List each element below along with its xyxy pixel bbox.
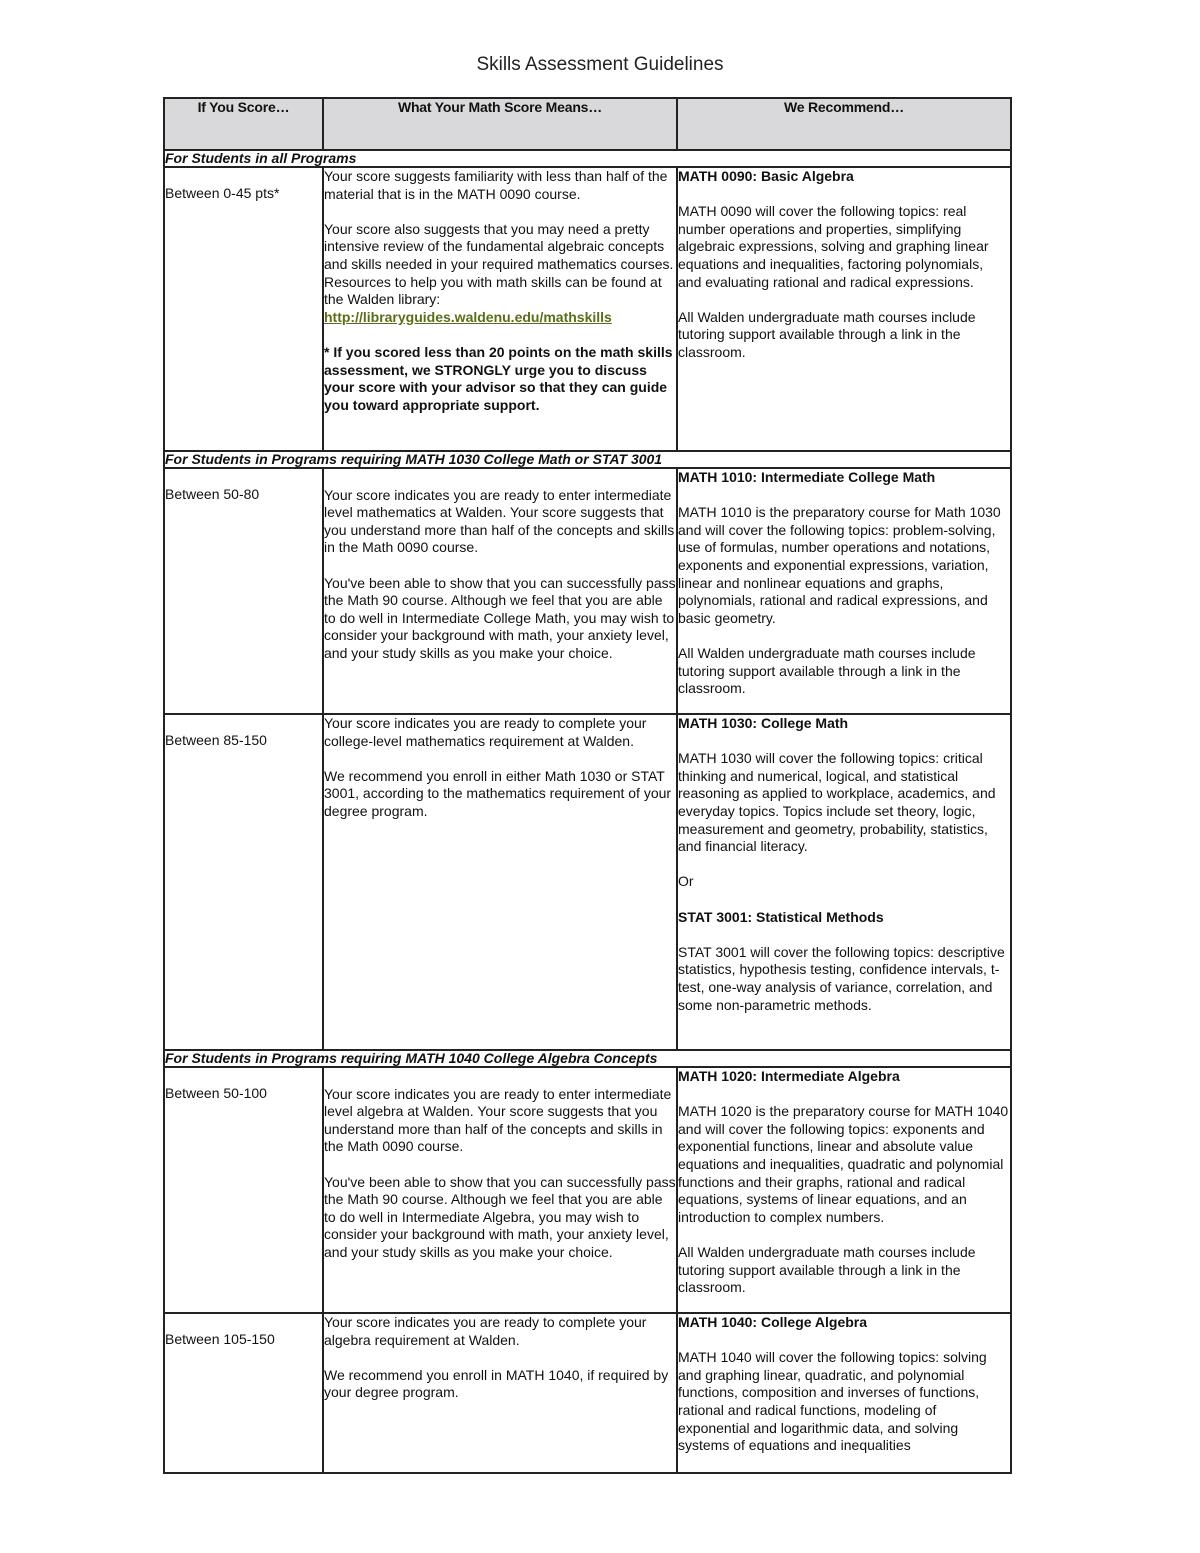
score-meaning (323, 167, 677, 451)
meaning-paragraph: We recommend you enroll in MATH 1040, if required by your degree program. (324, 1366, 669, 1401)
meaning-paragraph: Your score indicates you are ready to complete your college-level mathematics requirement at Walden. (324, 715, 647, 749)
meaning-paragraph: Your score indicates you are ready to complete your algebra requirement at Walden. (324, 1314, 647, 1348)
recommendation (677, 167, 1011, 451)
recommend-paragraph: MATH 1010 is the preparatory course for Math 1030 and will cover the following topics: problem-solving, use of formulas, number operations and notations, exponents and exponential expressions, variation, linear and nonlinear equations and graphs, polynomials, rational and radical expressions, and basic geometry. (678, 504, 1001, 626)
section-row (164, 150, 1011, 167)
course-title: MATH 1040: College Algebra (678, 1314, 868, 1330)
recommend-paragraph: MATH 1020 is the preparatory course for MATH 1040 and will cover the following topics: exponents and exponential functions, linear and absolute value equations and inequalities, quadratic and polynomial functions and their graphs, rational and radical equations, systems of linear equations, and an introduction to complex numbers. (678, 1103, 1009, 1225)
or-label: Or (678, 873, 694, 890)
warning-note: * If you scored less than 20 points on the math skills assessment, we STRONGLY urge you to discuss your score with your advisor so that they can guide you toward appropriate support. (324, 343, 673, 413)
table-header-row (164, 98, 1011, 150)
meaning-paragraph: Your score indicates you are ready to enter intermediate level algebra at Walden. Your score suggests that you understand more than half of the concepts and skills in the Math 0090 course. (324, 1085, 672, 1155)
section-label: For Students in Programs requiring MATH 1030 College Math or STAT 3001 (164, 451, 1011, 468)
course-title: MATH 1020: Intermediate Algebra (678, 1068, 900, 1084)
meaning-paragraph: You've been able to show that you can successfully pass the Math 90 course. Although we feel that you are able to do well in Intermediate College Math, you may wish to consider your background with math, your anxiety level, and your study skills as you make your choice. (324, 574, 676, 661)
score-range: Between 0-45 pts* (165, 185, 280, 201)
header-meaning: What Your Math Score Means… (323, 98, 677, 150)
course-title: MATH 1030: College Math (678, 715, 849, 731)
guidelines-table (163, 97, 1012, 1474)
meaning-paragraph: Your score suggests familiarity with less than half of the material that is in the MATH 0090 course. (324, 168, 668, 202)
score-range: Between 105-150 (165, 1331, 275, 1347)
table-row (164, 714, 1011, 1050)
score-meaning (323, 1313, 677, 1473)
recommendation (677, 714, 1011, 1050)
recommend-paragraph: MATH 1040 will cover the following topics: solving and graphing linear, quadratic, and polynomial functions, composition and inverses of functions, rational and radical functions, modeling of exponential and logarithmic data, and solving systems of equations and inequalities (678, 1349, 987, 1454)
recommend-paragraph: All Walden undergraduate math courses include tutoring support available through a link in the classroom. (678, 644, 976, 697)
mathskills-link[interactable]: http://libraryguides.waldenu.edu/mathskills (324, 308, 612, 325)
header-score: If You Score… (164, 98, 323, 150)
score-meaning (323, 468, 677, 714)
score-meaning (323, 1067, 677, 1313)
recommendation (677, 468, 1011, 714)
recommendation (677, 1067, 1011, 1313)
header-recommend: We Recommend… (677, 98, 1011, 150)
score-meaning (323, 714, 677, 1050)
recommend-paragraph: All Walden undergraduate math courses include tutoring support available through a link in the classroom. (678, 308, 976, 360)
score-range: Between 85-150 (165, 732, 267, 748)
table-row (164, 167, 1011, 451)
meaning-paragraph: We recommend you enroll in either Math 1030 or STAT 3001, according to the mathematics requirement of your degree program. (324, 767, 672, 819)
recommendation (677, 1313, 1011, 1473)
recommend-paragraph: All Walden undergraduate math courses include tutoring support available through a link in the classroom. (678, 1243, 976, 1296)
table-row (164, 1313, 1011, 1473)
section-row (164, 451, 1011, 468)
page-title: Skills Assessment Guidelines (476, 54, 724, 75)
recommend-paragraph: STAT 3001 will cover the following topics: descriptive statistics, hypothesis testing, confidence intervals, t-test, one-way analysis of variance, correlation, and some non-parametric methods. (678, 943, 1005, 1013)
recommend-paragraph: MATH 1030 will cover the following topics: critical thinking and numerical, logical, and statistical reasoning as applied to workplace, academics, and everyday topics. Topics include set theory, logic, measurement and geometry, probability, statistics, and financial literacy. (678, 750, 996, 855)
section-label: For Students in Programs requiring MATH 1040 College Algebra Concepts (164, 1050, 1011, 1067)
course-title: MATH 1010: Intermediate College Math (678, 469, 936, 485)
score-range: Between 50-80 (165, 486, 260, 502)
course-title-alt: STAT 3001: Statistical Methods (678, 908, 884, 925)
recommend-paragraph: MATH 0090 will cover the following topics: real number operations and properties, simplifying algebraic expressions, solving and graphing linear equations and inequalities, factoring polynomials, and evaluating rational and radical expressions. (678, 203, 989, 290)
section-row (164, 1050, 1011, 1067)
meaning-paragraph: Your score indicates you are ready to enter intermediate level mathematics at Walden. Your score suggests that you understand more than half of the concepts and skills in the Math 0090 course. (324, 486, 675, 556)
meaning-paragraph: You've been able to show that you can successfully pass the Math 90 course. Although we feel that you are able to do well in Intermediate Algebra, you may wish to consider your background with math, your anxiety level, and your study skills as you make your choice. (324, 1173, 676, 1260)
meaning-paragraph: Your score also suggests that you may need a pretty intensive review of the fundamental algebraic concepts and skills needed in your required mathematics courses. Resources to help you with math skills can be found at the Walden library: (324, 220, 674, 308)
course-title: MATH 0090: Basic Algebra (678, 168, 854, 184)
table-row (164, 468, 1011, 714)
section-label: For Students in all Programs (164, 150, 1011, 167)
table-row (164, 1067, 1011, 1313)
score-range: Between 50-100 (165, 1085, 267, 1101)
